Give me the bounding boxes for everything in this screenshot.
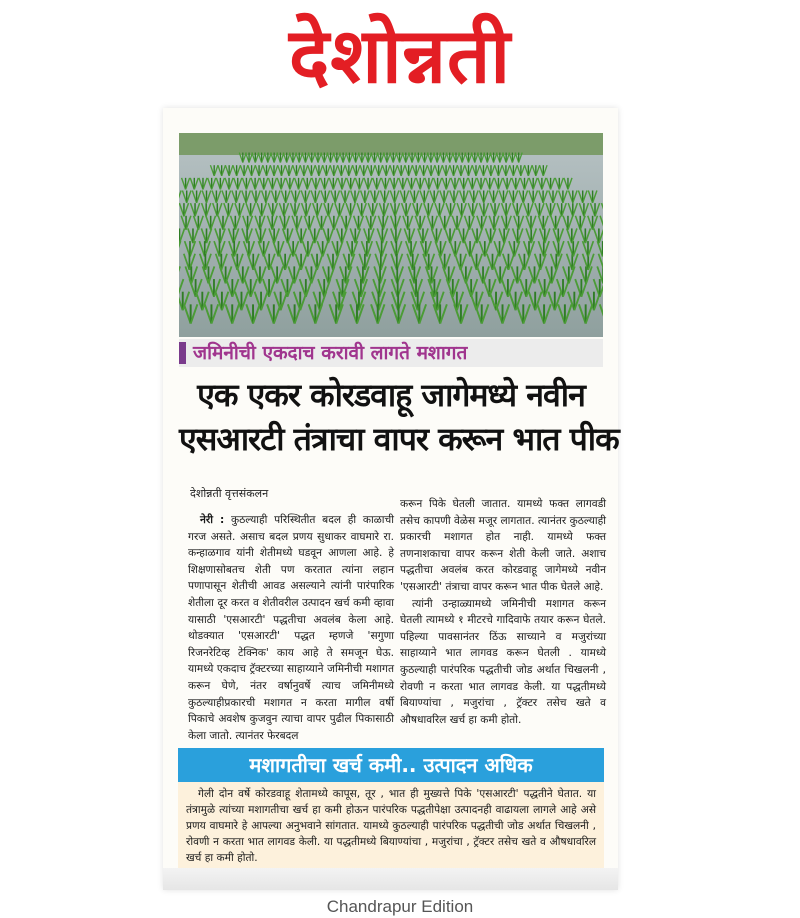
masthead-logo-text: देशोन्नती [289,8,511,104]
headline-line-2: एसआरटी तंत्राचा वापर करून भात पीक [179,417,603,461]
article-column-left [188,512,394,744]
rice-field-illustration [179,133,603,337]
subhead-text: मशागतीचा खर्च कमी.. उत्पादन अधिक [178,751,604,779]
rice-field-photo [179,133,603,337]
kicker-accent [179,342,186,364]
newspaper-masthead [0,0,800,110]
bottom-box [178,782,604,868]
kicker-bar [179,339,603,367]
headline-line-1: एक एकर कोरडवाहू जागेमध्ये नवीन [179,373,603,417]
headline [179,373,603,461]
bottom-text: गेली दोन वर्षे कोरडवाहू शेतामध्ये कापूस, तूर , भात ही मुख्यत्ते पिके 'एसआरटी' पद्धतीने घेतात. या तंत्रामुळे त्यांच्या मशागतीचा खर्च हा कमी होऊन पारंपरिक पद्धतीपेक्षा उत्पादनही वाढायला लागले आहे असे प्रणय वाघमारे हे आपल्या अनुभवाने सांगतात. यामध्ये कुठल्याही पारंपरिक पद्धतीची जोड अर्थात चिखलनी , रोवणी न करता भात लागवड केली. या पद्धतीमध्ये बियाण्यांचा , मजुरांचा , ट्रॅक्टर तसेच खते व औषधावरिल खर्च हा कमी होतो. [186,786,596,866]
right-paragraph-2: त्यांनी उन्हाळ्यामध्ये जमिनीची मशागत करून घेतली त्यामध्ये १ मीटरचे गादिवाफे तयार करून घेतले. पहिल्या पावसानंतर ठिंऊ साच्याने व मजुरांच्या साहाय्याने भात लागवड करून घेतली . यामध्ये कुठल्याही पारंपरिक पद्धतीची जोड अर्थात चिखलनी , रोवणी न करता भात लागवड केली. या पद्धतीमध्ये बियाण्यांचा , मजुरांचा , ट्रॅक्टर तसेच खते व औषधावरिल खर्च हा कमी होतो. [400,596,606,729]
byline: देशोन्नती वृत्तसंकलन [190,486,268,501]
dateline: नेरी : [200,514,224,526]
kicker-text: जमिनीची एकदाच करावी लागते मशागत [193,340,467,366]
left-column-text: कुठल्याही परिस्थितीत बदल ही काळाची गरज असते. असाच बदल प्रणय सुधाकर वाघमारे रा. कन्हाळगाव यांनी शेतीमध्ये घडवून आणला आहे. हे शिक्षणासोबतच शेती पण करतात त्यांना लहान पणापासून शेतीची आवड असल्याने त्यांनी पारंपारिक शेतीला दूर करत व शेतीवरील उत्पादन खर्च कमी व्हावा यासाठी 'एसआरटी' पद्धतीचा अवलंब केला आहे. थोडक्यात 'एसआरटी' पद्धत म्हणजे 'सगुणा रिजनरेटिव्ह टेक्निक' काय आहे ते समजून घेऊ. यामध्ये एकदाच ट्रॅक्टरच्या साहाय्याने जमिनीची मशागत करून घेणे, नंतर वर्षानुवर्षे त्याच जमिनीमध्ये कुठल्याहीप्रकारची मशागत न करता मागील वर्षी पिकाचे अवशेष कुजवुन त्याचा वापर पुढील पिकासाठी केला जातो. त्यानंतर फेरबदल [188,514,394,742]
article-column-right [400,496,606,728]
page-fold [163,868,618,890]
subhead-banner [178,748,604,782]
right-paragraph-1: करून पिके घेतली जातात. यामध्ये फक्त लागवडी तसेच कापणी वेळेस मजूर लागतात. त्यानंतर कुठल्याही प्रकारची मशागत होत नाही. यामध्ये फक्त तणनाशकाचा वापर करून शेती केली जाते. अशाच पद्धतीचा अवलंब करत कोरडवाहू जागेमध्ये नवीन 'एसआरटी' तंत्राचा वापर करून भात पीक घेतले आहे. [400,496,606,596]
edition-label: Chandrapur Edition [0,896,800,918]
